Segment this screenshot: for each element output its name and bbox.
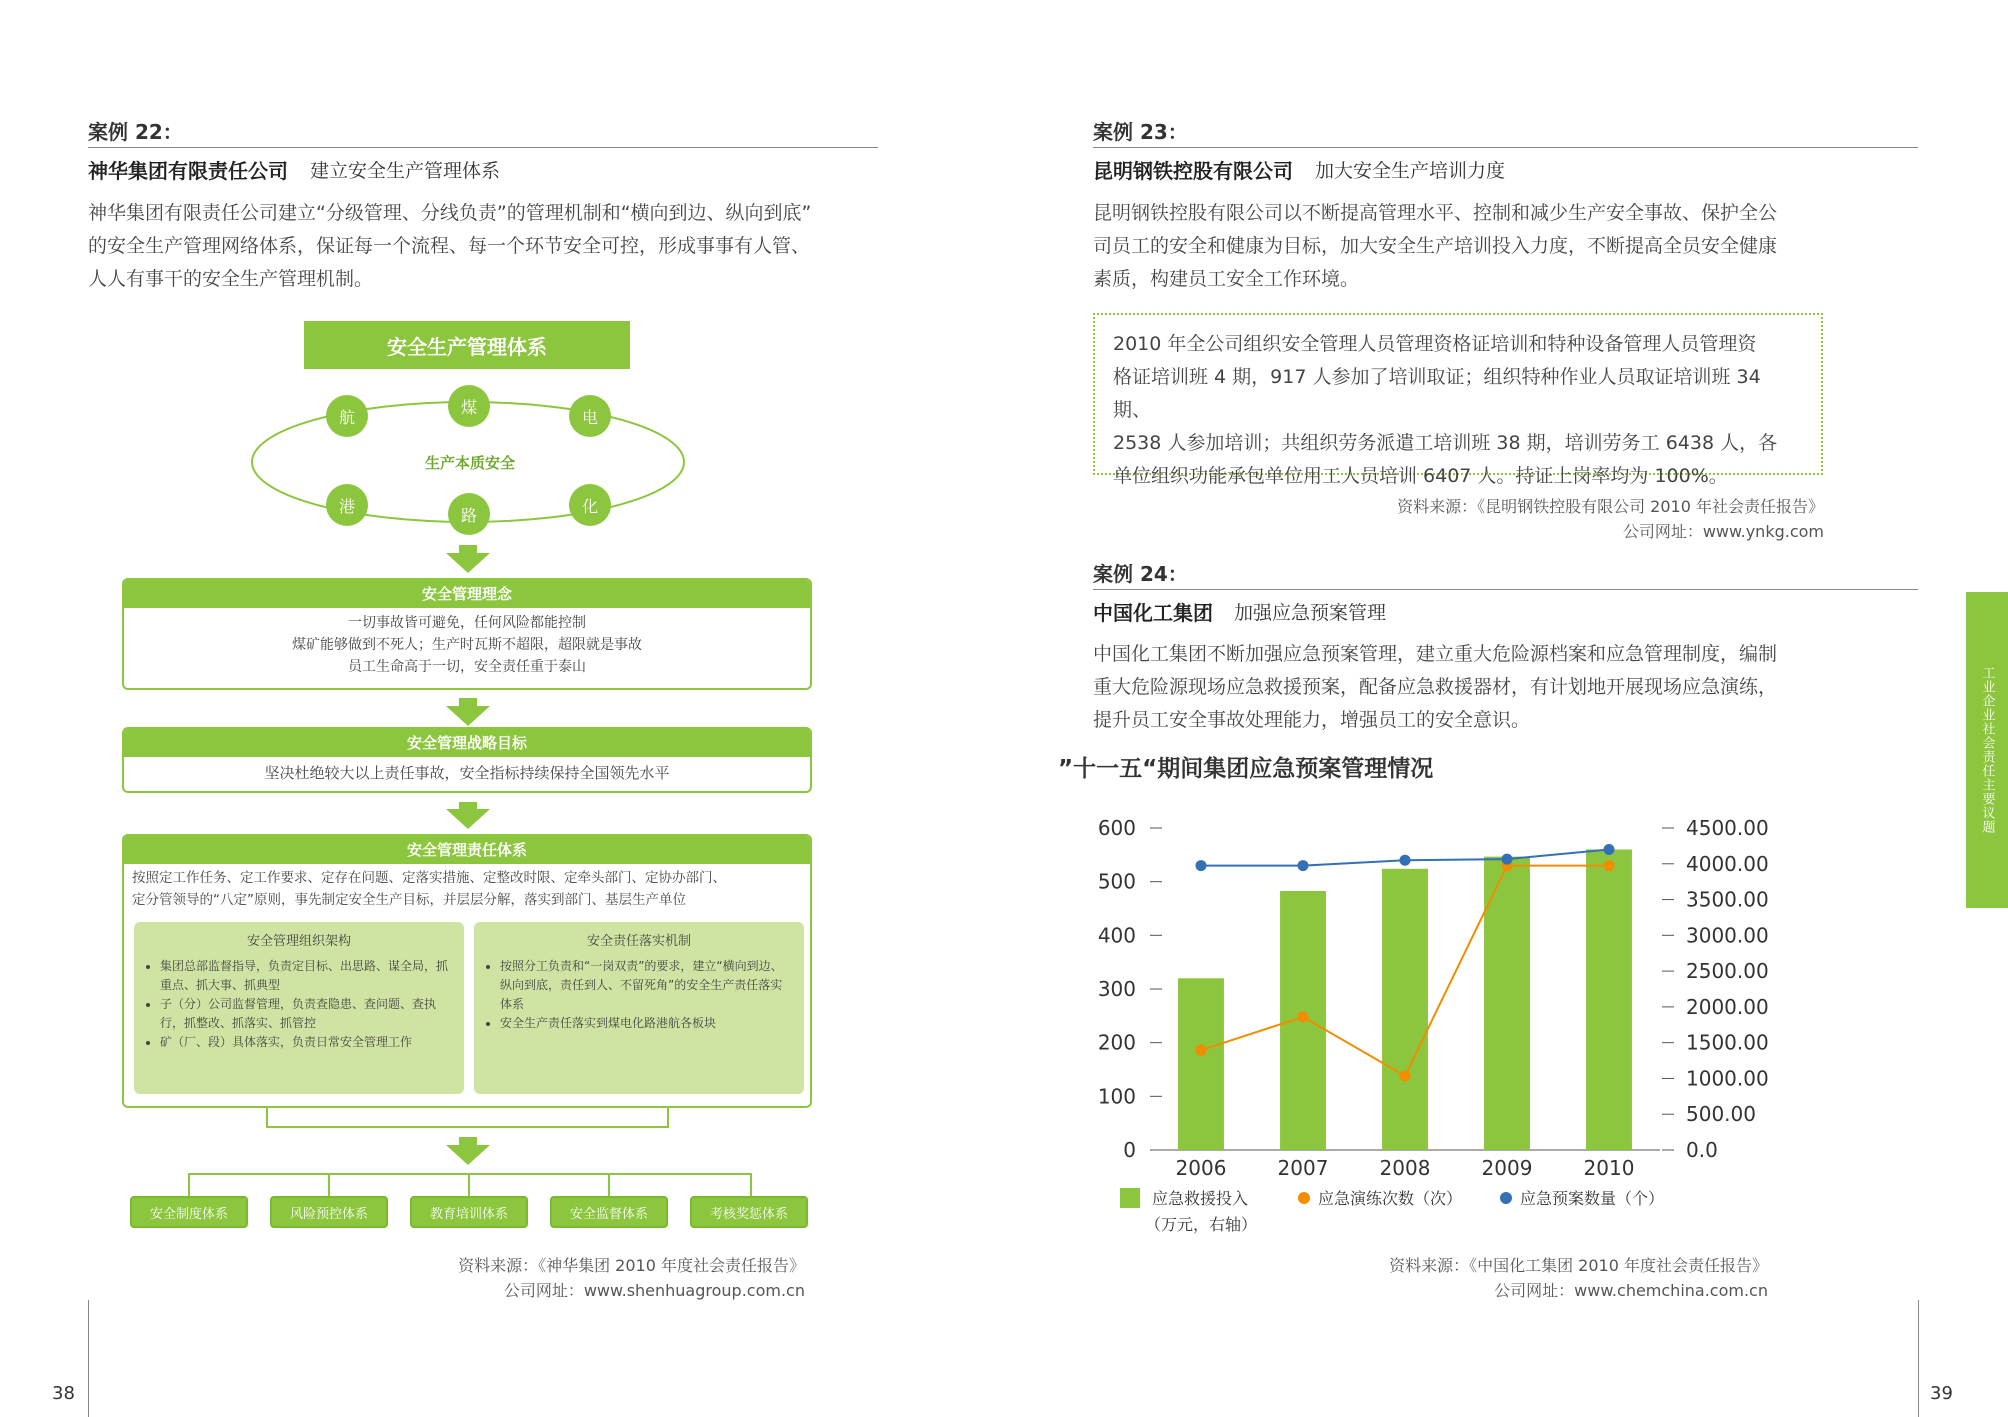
- concept-line: 一切事故皆可避免，任何风险都能控制: [348, 615, 586, 631]
- series-point: [1298, 1011, 1309, 1022]
- case-24-company: 中国化工集团: [1093, 601, 1213, 625]
- para-line: 司员工的安全和健康为目标，加大安全生产培训投入力度，不断提高全员安全健康: [1093, 235, 1778, 257]
- box-line: 2010 年全公司组织安全管理人员管理资格证培训和特种设备管理人员管理资: [1113, 333, 1757, 355]
- left-tick-label: 0: [1123, 1138, 1136, 1162]
- right-tick-label: 1500.00: [1686, 1030, 1769, 1055]
- left-tick-label: 300: [1097, 977, 1136, 1001]
- series-point: [1604, 860, 1615, 871]
- case-24-rule: [1093, 589, 1918, 590]
- box-line: 2538 人参加培训；共组织劳务派遣工培训班 38 期，培训劳务工 6438 人，各: [1113, 432, 1778, 454]
- right-page-number: 39: [1930, 1383, 1953, 1404]
- right-tick-label: 3000.00: [1686, 923, 1769, 948]
- left-tick-label: 400: [1097, 923, 1136, 948]
- case-24-source-line: 资料来源：《中国化工集团 2010 年度社会责任报告》: [1389, 1256, 1768, 1275]
- org-item: • 集团总部监督指导，负责定目标、出思路、谋全局，抓重点、抓大事、抓典型: [160, 957, 452, 995]
- right-tick-label: 3500.00: [1686, 887, 1769, 912]
- left-website: 公司网址：www.shenhuagroup.com.cn: [503, 1281, 805, 1300]
- right-tick-label: 2000.00: [1686, 994, 1769, 1019]
- case-23-website: 公司网址：www.ynkg.com: [1622, 522, 1824, 541]
- case-23-source: [1240, 494, 1824, 544]
- system-pill: 安全监督体系: [550, 1196, 668, 1228]
- left-tick-label: 600: [1097, 816, 1136, 840]
- circle-gang: 港: [326, 484, 368, 526]
- mech-title: 安全责任落实机制: [586, 934, 691, 949]
- duty-line: 定分管领导的“八定”原则，事先制定安全生产目标，并层层分解，落实到部门、基层生产单位: [132, 892, 686, 908]
- down-arrow-icon: [446, 553, 490, 573]
- left-source-line: 资料来源：《神华集团 2010 年度社会责任报告》: [458, 1256, 805, 1275]
- left-tick-label: 200: [1097, 1030, 1136, 1055]
- concept-box: [122, 578, 812, 690]
- para-line: 人人有事干的安全生产管理机制。: [88, 268, 374, 290]
- x-tick-label: 2007: [1277, 1156, 1329, 1180]
- chart-heading: ”十一五“期间集团应急预案管理情况: [1058, 756, 1434, 782]
- side-tab[interactable]: [1966, 592, 2008, 908]
- legend-swatch-blue: [1500, 1192, 1512, 1204]
- case-23-paragraph: [1093, 197, 1923, 296]
- series-point: [1604, 844, 1615, 855]
- case-22-topic: 建立安全生产管理体系: [310, 160, 501, 182]
- right-tick-label: 0.0: [1686, 1138, 1718, 1162]
- para-line: 昆明钢铁控股有限公司以不断提高管理水平、控制和减少生产安全事故、保护全公: [1093, 202, 1778, 224]
- case-23-source-line: 资料来源：《昆明钢铁控股有限公司 2010 年社会责任报告》: [1397, 497, 1824, 516]
- case-24-topic: 加强应急预案管理: [1234, 602, 1387, 624]
- circle-mei: 煤: [448, 385, 490, 427]
- system-pill: 风险预控体系: [270, 1196, 388, 1228]
- side-tab-label: 工业企业社会责任主要议题: [1979, 666, 1995, 834]
- x-tick-label: 2010: [1583, 1156, 1635, 1180]
- duty-box: [122, 834, 812, 1108]
- box-line: 单位组织功能承包单位用工人员培训 6407 人。持证上岗率均为 100%。: [1113, 465, 1728, 487]
- legend-swatch-bar: [1120, 1188, 1140, 1208]
- case-23-number: 案例 23：: [1093, 120, 1188, 144]
- chart: [1080, 800, 1800, 1240]
- bar: [1586, 849, 1632, 1150]
- down-arrow-icon: [446, 809, 490, 829]
- para-line: 重大危险源现场应急救援预案，配备应急救援器材，有计划地开展现场应急演练，: [1093, 676, 1778, 698]
- mech-subbox: [474, 922, 804, 1094]
- bar: [1178, 978, 1224, 1150]
- right-tick-label: 1000.00: [1686, 1066, 1769, 1091]
- series-point: [1400, 855, 1411, 866]
- para-line: 神华集团有限责任公司建立“分级管理、分线负责”的管理机制和“横向到边、纵向到底”: [88, 202, 812, 224]
- arrow-stem: [459, 545, 477, 553]
- down-arrow-icon: [446, 706, 490, 726]
- ellipse-center-text: 生产本质安全: [424, 454, 515, 472]
- left-margin-line: [88, 1300, 89, 1417]
- left-page-number: 38: [52, 1383, 75, 1404]
- case-22-company: 神华集团有限责任公司: [88, 159, 288, 183]
- org-item: • 矿（厂、段）具体落实，负责日常安全管理工作: [160, 1033, 452, 1052]
- legend-label-bar-unit: （万元，右轴）: [1145, 1215, 1258, 1234]
- left-source: [300, 1253, 805, 1303]
- circle-hang: 航: [326, 395, 368, 437]
- org-title: 安全管理组织架构: [246, 934, 351, 949]
- mech-item: • 安全生产责任落实到煤电化路港航各板块: [500, 1014, 792, 1033]
- para-line: 中国化工集团不断加强应急预案管理，建立重大危险源档案和应急管理制度，编制: [1093, 643, 1778, 665]
- case-24-source: [1240, 1253, 1768, 1303]
- legend-swatch-orange: [1298, 1192, 1310, 1204]
- x-tick-label: 2009: [1481, 1156, 1533, 1180]
- arrow-stem: [459, 698, 477, 706]
- case-23-rule: [1093, 147, 1918, 148]
- circle-lu: 路: [448, 493, 490, 535]
- goal-title: 安全管理战略目标: [124, 729, 810, 757]
- series-point: [1400, 1070, 1411, 1081]
- right-tick-label: 4500.00: [1686, 816, 1769, 840]
- legend-label-blue: 应急预案数量（个）: [1520, 1189, 1665, 1208]
- goal-text: 坚决杜绝较大以上责任事故，安全指标持续保持全国领先水平: [264, 764, 670, 782]
- case-22-rule: [88, 147, 878, 148]
- case-23-highlight-box: [1093, 313, 1823, 487]
- para-line: 素质，构建员工安全工作环境。: [1093, 268, 1360, 290]
- case-23-topic: 加大安全生产培训力度: [1315, 160, 1506, 182]
- concept-title: 安全管理理念: [124, 580, 810, 608]
- case-24-website: 公司网址：www.chemchina.com.cn: [1494, 1281, 1768, 1300]
- org-subbox: [134, 922, 464, 1094]
- duty-line: 按照定工作任务、定工作要求、定存在问题、定落实措施、定整改时限、定牵头部门、定协办部门、: [132, 870, 726, 886]
- x-tick-label: 2008: [1379, 1156, 1431, 1180]
- org-item: • 子（分）公司监督管理，负责查隐患、查问题、查执行，抓整改、抓落实、抓管控: [160, 995, 452, 1033]
- left-tick-label: 500: [1097, 869, 1136, 894]
- circle-hua: 化: [569, 484, 611, 526]
- diagram-title: 安全生产管理体系: [304, 321, 630, 369]
- x-tick-label: 2006: [1175, 1156, 1227, 1180]
- series-point: [1502, 854, 1513, 865]
- bar: [1382, 869, 1428, 1150]
- series-point: [1298, 860, 1309, 871]
- para-line: 提升员工安全事故处理能力，增强员工的安全意识。: [1093, 709, 1531, 731]
- system-pill: 教育培训体系: [410, 1196, 528, 1228]
- right-tick-label: 4000.00: [1686, 851, 1769, 876]
- case-24-paragraph: [1093, 638, 1923, 737]
- arrow-stem: [459, 1137, 477, 1145]
- goal-box: [122, 727, 812, 793]
- mech-item: • 按照分工负责和“一岗双责”的要求，建立“横向到边、纵向到底，责任到人、不留死角”的安全生产责任落实体系: [500, 957, 792, 1014]
- series-point: [1196, 1045, 1207, 1056]
- legend-label-orange: 应急演练次数（次）: [1318, 1189, 1463, 1208]
- concept-line: 员工生命高于一切，安全责任重于泰山: [348, 659, 586, 675]
- system-pill: 考核奖惩体系: [690, 1196, 808, 1228]
- down-arrow-icon: [446, 1145, 490, 1165]
- legend-label-bar: 应急救援投入: [1152, 1189, 1249, 1208]
- box-line: 格证培训班 4 期，917 人参加了培训取证；组织特种作业人员取证培训班 34 期、: [1113, 366, 1761, 421]
- right-margin-line: [1918, 1300, 1919, 1417]
- series-point: [1196, 860, 1207, 871]
- case-24-number: 案例 24：: [1093, 562, 1188, 586]
- system-pill: 安全制度体系: [130, 1196, 248, 1228]
- case-22-number: 案例 22：: [88, 120, 183, 144]
- left-tick-label: 100: [1097, 1084, 1136, 1109]
- case-23-company: 昆明钢铁控股有限公司: [1093, 159, 1293, 183]
- case-22-paragraph: [88, 197, 888, 296]
- circle-dian: 电: [569, 395, 611, 437]
- concept-line: 煤矿能够做到不死人；生产时瓦斯不超限，超限就是事故: [292, 637, 642, 653]
- duty-title: 安全管理责任体系: [124, 836, 810, 864]
- right-tick-label: 500.00: [1686, 1102, 1756, 1127]
- right-tick-label: 2500.00: [1686, 959, 1769, 984]
- para-line: 的安全生产管理网络体系，保证每一个流程、每一个环节安全可控，形成事事有人管、: [88, 235, 811, 257]
